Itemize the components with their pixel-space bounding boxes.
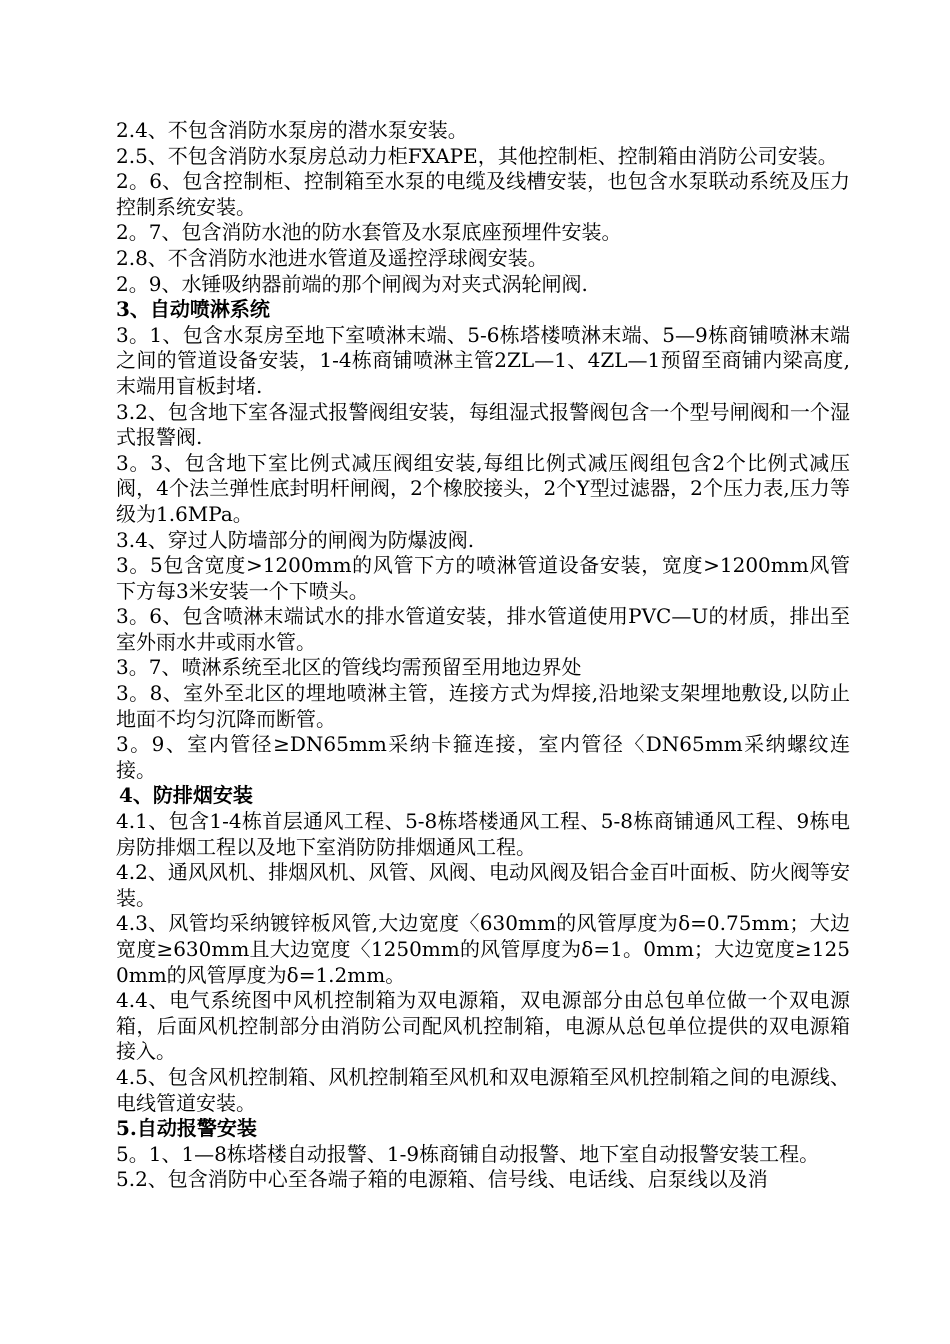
paragraph-4-4: 4.4、电气系统图中风机控制箱为双电源箱，双电源部分由总包单位做一个双电源箱，后面风机控制部分由消防公司配风机控制箱，电源从总包单位提供的双电源箱接入。: [116, 988, 850, 1064]
paragraph-3-3: 3。3、包含地下室比例式减压阀组安装,每组比例式减压阀组包含2个比例式减压阀，4个法兰弹性底封明杆闸阀，2个橡胶接头，2个Y型过滤器，2个压力表,压力等级为1.6MPa。: [116, 450, 850, 526]
document-page: [116, 118, 850, 1193]
paragraph-3-9: 3。9、室内管径≥DN65mm采纳卡箍连接，室内管径〈DN65mm采纳螺纹连接。: [116, 732, 850, 782]
paragraph-4-2: 4.2、通风风机、排烟风机、风管、风阀、电动风阀及铝合金百叶面板、防火阀等安装。: [116, 860, 850, 910]
paragraph-3-8: 3。8、室外至北区的埋地喷淋主管，连接方式为焊接,沿地梁支架埋地敷设,以防止地面不均匀沉降而断管。: [116, 681, 850, 731]
paragraph-3-1: 3。1、包含水泵房至地下室喷淋末端、5-6栋塔楼喷淋末端、5—9栋商铺喷淋末端之间的管道设备安装，1-4栋商铺喷淋主管2ZL—1、4ZL—1预留至商铺内梁高度,末端用盲板封堵.: [116, 322, 850, 398]
paragraph-2-8: 2.8、不含消防水池进水管道及遥控浮球阀安装。: [116, 245, 548, 270]
paragraph-2-7: 2。7、包含消防水池的防水套管及水泵底座预埋件安装。: [116, 220, 622, 245]
paragraph-5-2: 5.2、包含消防中心至各端子箱的电源箱、信号线、电话线、启泵线以及消: [116, 1167, 768, 1192]
paragraph-2-5: 2.5、不包含消防水泵房总动力柜FXAPE，其他控制柜、控制箱由消防公司安装。: [116, 143, 838, 168]
section-heading-4: 4、防排烟安装: [119, 783, 253, 808]
paragraph-3-7: 3。7、喷淋系统至北区的管线均需预留至用地边界处: [116, 655, 582, 680]
section-heading-5: 5.自动报警安装: [116, 1116, 257, 1141]
paragraph-3-2: 3.2、包含地下室各湿式报警阀组安装，每组湿式报警阀包含一个型号闸阀和一个湿式报警阀.: [116, 399, 850, 450]
paragraph-5-1: 5。1、1—8栋塔楼自动报警、1-9栋商铺自动报警、地下室自动报警安装工程。: [116, 1141, 820, 1166]
paragraph-3-6: 3。6、包含喷淋末端试水的排水管道安装，排水管道使用PVC—U的材质，排出至室外雨水井或雨水管。: [116, 604, 850, 654]
section-heading-3: 3、自动喷淋系统: [116, 297, 270, 322]
paragraph-4-3: 4.3、风管均采纳镀锌板风管,大边宽度〈630mm的风管厚度为δ=0.75mm；大边宽度≥630mm且大边宽度〈1250mm的风管厚度为δ=1。0mm；大边宽度≥1250mm的风管厚度为δ=1.2mm。: [116, 911, 850, 987]
paragraph-2-6: 2。6、包含控制柜、控制箱至水泵的电缆及线槽安装，也包含水泵联动系统及压力控制系统安装。: [116, 169, 850, 219]
paragraph-4-5: 4.5、包含风机控制箱、风机控制箱至风机和双电源箱至风机控制箱之间的电源线、电线管道安装。: [116, 1064, 850, 1115]
paragraph-2-9: 2。9、水锤吸纳器前端的那个闸阀为对夹式涡轮闸阀.: [116, 271, 588, 296]
paragraph-3-5: 3。5包含宽度>1200mm的风管下方的喷淋管道设备安装，宽度>1200mm风管下方每3米安装一个下喷头。: [116, 553, 850, 603]
paragraph-4-1: 4.1、包含1-4栋首层通风工程、5-8栋塔楼通风工程、5-8栋商铺通风工程、9栋电房防排烟工程以及地下室消防防排烟通风工程。: [116, 809, 850, 859]
paragraph-2-4: 2.4、不包含消防水泵房的潜水泵安装。: [116, 118, 468, 142]
paragraph-3-4: 3.4、穿过人防墙部分的闸阀为防爆波阀.: [116, 527, 475, 552]
